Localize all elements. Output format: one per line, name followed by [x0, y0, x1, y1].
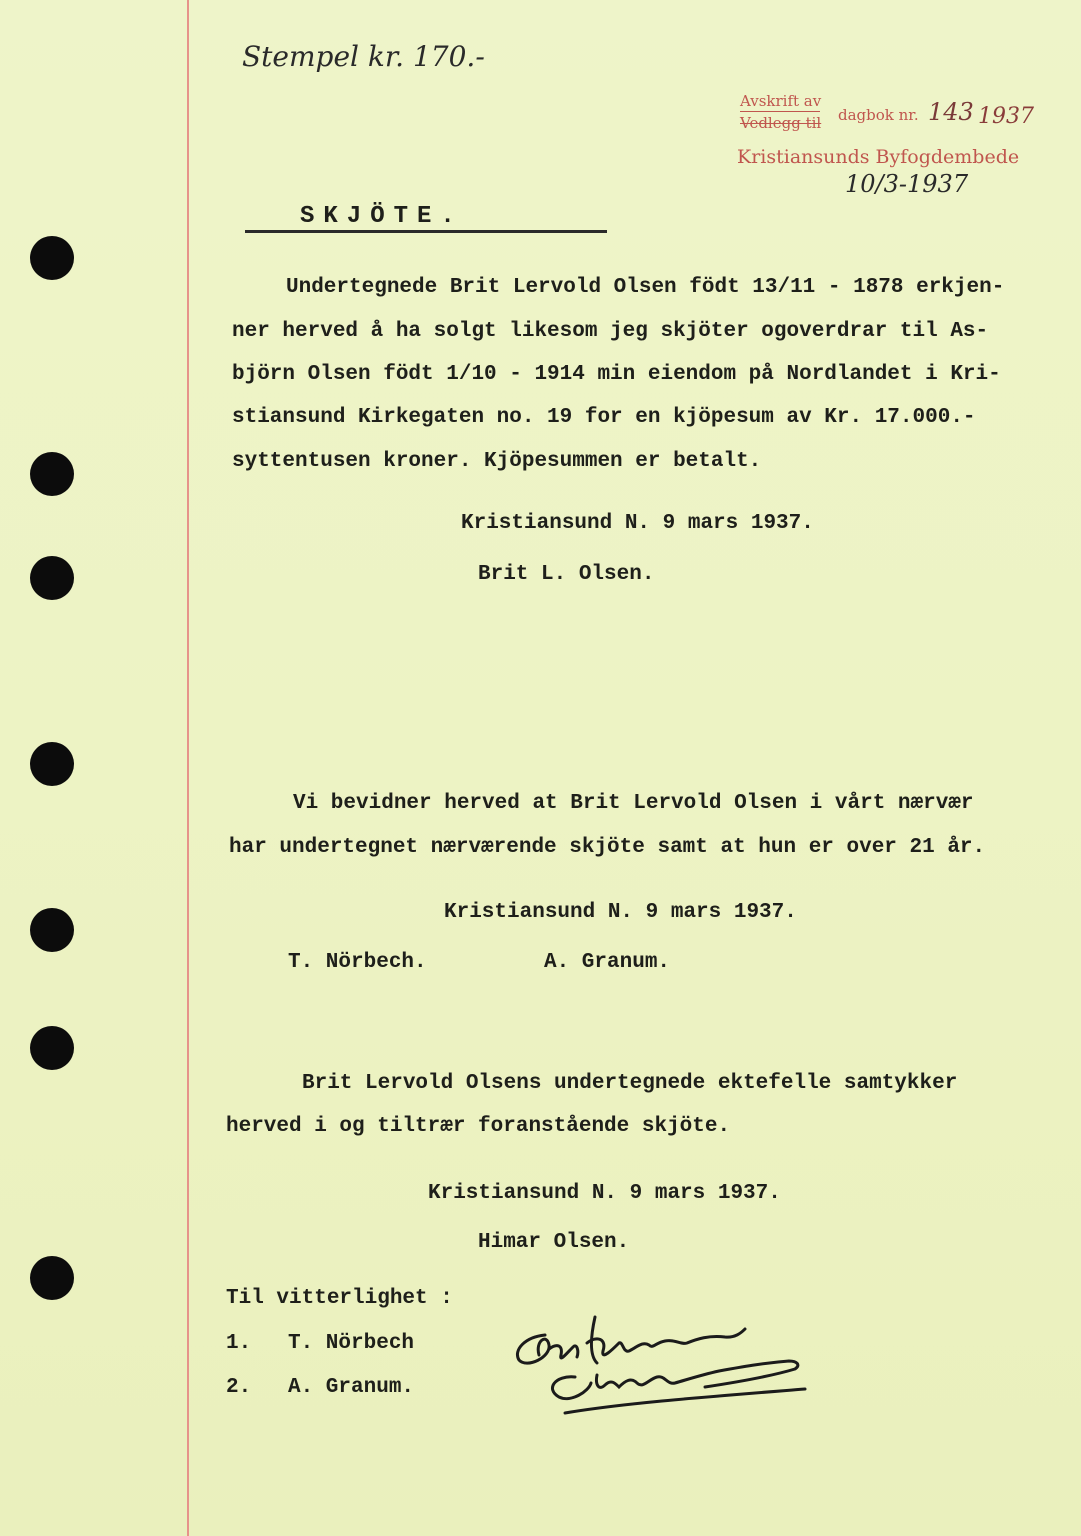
attestation-name: T. Nörbech	[288, 1332, 415, 1355]
attestation-name: A. Granum.	[288, 1376, 415, 1399]
attestation-number: 2.	[226, 1376, 252, 1399]
witness-name: T. Nörbech.	[288, 951, 427, 974]
spouse-signature: Himar Olsen.	[478, 1231, 630, 1254]
attestation-heading: Til vitterlighet :	[226, 1287, 453, 1310]
stamp-date: 10/3-1937	[845, 170, 969, 198]
punch-hole	[30, 1256, 74, 1300]
punch-hole	[30, 236, 74, 280]
paragraph-line: Brit Lervold Olsens undertegnede ektefelle samtykker	[302, 1072, 958, 1095]
place-date: Kristiansund N. 9 mars 1937.	[428, 1182, 781, 1205]
punch-hole	[30, 452, 74, 496]
paragraph-line: björn Olsen födt 1/10 - 1914 min eiendom på Nordlandet i Kri-	[232, 363, 1001, 386]
stamp-duty-note: Stempel kr. 170.-	[242, 40, 485, 73]
stamp-dagbok-label: dagbok nr.	[838, 106, 919, 124]
place-date: Kristiansund N. 9 mars 1937.	[461, 512, 814, 535]
stamp-dagbok-number: 143	[928, 98, 974, 126]
place-date: Kristiansund N. 9 mars 1937.	[444, 901, 797, 924]
stamp-underline	[740, 111, 820, 112]
stamp-office: Kristiansunds Byfogdembede	[737, 146, 1020, 168]
stamp-line-avskrift: Avskrift av	[740, 92, 822, 110]
paragraph-line: Undertegnede Brit Lervold Olsen födt 13/11 - 1878 erkjen-	[286, 276, 1005, 299]
handwritten-signature	[505, 1305, 815, 1420]
stamp-year: 1937	[978, 104, 1034, 129]
punch-hole	[30, 742, 74, 786]
seller-signature: Brit L. Olsen.	[478, 563, 655, 586]
paragraph-line: ner herved å ha solgt likesom jeg skjöter ogoverdrar til As-	[232, 320, 989, 343]
punch-hole	[30, 1026, 74, 1070]
punch-hole	[30, 908, 74, 952]
title-underline	[245, 230, 607, 233]
witness-name: A. Granum.	[544, 951, 671, 974]
paragraph-line: Vi bevidner herved at Brit Lervold Olsen i vårt nærvær	[293, 792, 974, 815]
paragraph-line: herved i og tiltrær foranstående skjöte.	[226, 1115, 731, 1138]
margin-line	[187, 0, 189, 1536]
punch-hole	[30, 556, 74, 600]
stamp-line-vedlegg: Vedlegg til	[740, 114, 822, 132]
document-title: SKJÖTE.	[300, 203, 464, 230]
paragraph-line: stiansund Kirkegaten no. 19 for en kjöpesum av Kr. 17.000.-	[232, 406, 976, 429]
attestation-number: 1.	[226, 1332, 252, 1355]
paragraph-line: syttentusen kroner. Kjöpesummen er betalt.	[232, 450, 762, 473]
paragraph-line: har undertegnet nærværende skjöte samt at hun er over 21 år.	[229, 836, 986, 859]
